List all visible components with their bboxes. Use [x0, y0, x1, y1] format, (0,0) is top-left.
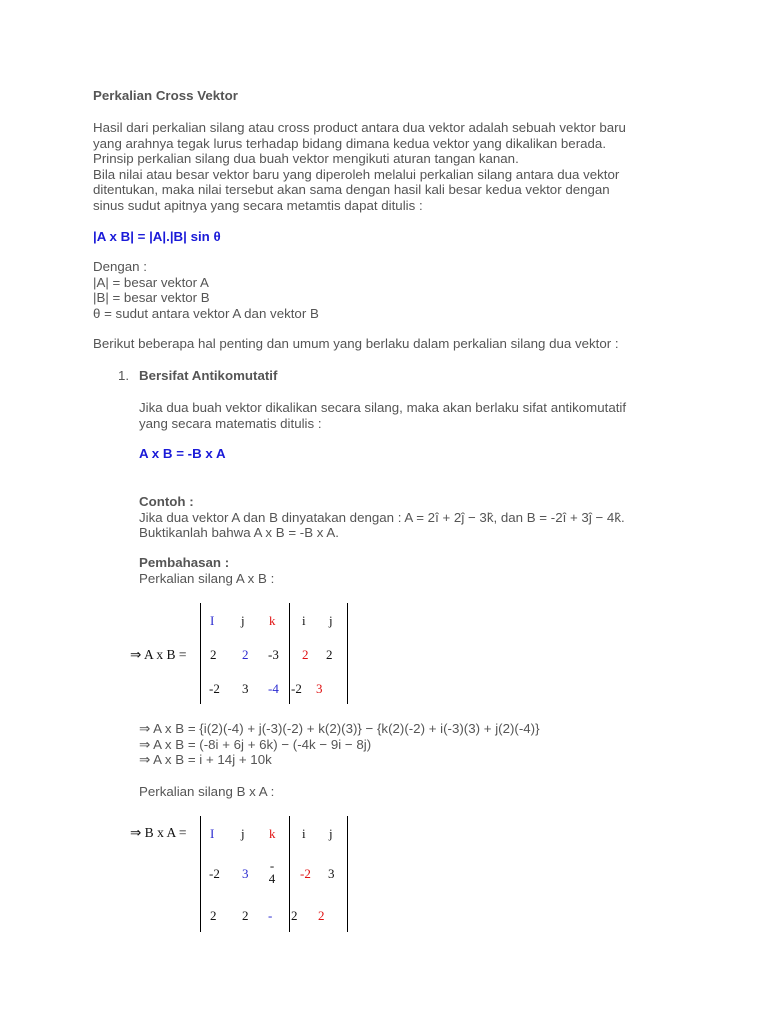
matrix-cell: -4: [268, 681, 279, 696]
matrix-bar-right: [347, 603, 348, 704]
matrix-cell: j: [329, 613, 333, 628]
matrix-cell: 3: [242, 866, 249, 881]
contoh-line: Jika dua vektor A dan B dinyatakan dengan : A = 2î + 2ĵ − 3k̂, dan B = -2î + 3ĵ − 4k̂.: [139, 509, 625, 525]
matrix-cell: i: [302, 826, 306, 841]
matrix-cell: k: [269, 826, 276, 841]
matrix-bar-mid: [289, 816, 290, 932]
matrix-cell: 2: [210, 908, 217, 923]
page-title: Perkalian Cross Vektor: [93, 88, 238, 103]
dengan-line: |A| = besar vektor A: [93, 274, 209, 290]
matrix-cell: k: [269, 613, 276, 628]
matrix-cell: 2: [326, 647, 333, 662]
matrix-cell: j: [329, 826, 333, 841]
matrix-cell: I: [210, 826, 215, 841]
dengan-line: θ = sudut antara vektor A dan vektor B: [93, 305, 319, 321]
item-desc: yang secara matematis ditulis :: [139, 415, 322, 431]
pembahasan-label: Pembahasan :: [139, 555, 230, 570]
matrix-bar-left: [200, 816, 201, 932]
berikut-text: Berikut beberapa hal penting dan umum yang berlaku dalam perkalian silang dua vektor :: [93, 336, 619, 351]
matrix-cell: -2: [209, 866, 220, 881]
step-line: ⇒ A x B = (-8i + 6j + 6k) − (-4k − 9i − 8j): [139, 736, 372, 752]
matrix-bar-left: [200, 603, 201, 704]
matrix-cell: i: [302, 613, 306, 628]
matrix-ba-label: ⇒ B x A =: [130, 825, 187, 840]
intro-line: Prinsip perkalian silang dua buah vektor mengikuti aturan tangan kanan.: [93, 151, 519, 166]
ba-label: Perkalian silang B x A :: [139, 784, 275, 799]
intro-line: Hasil dari perkalian silang atau cross product antara dua vektor adalah sebuah vektor baru: [93, 120, 626, 135]
ab-label: Perkalian silang A x B :: [139, 570, 275, 586]
contoh-line: Buktikanlah bahwa A x B = -B x A.: [139, 525, 339, 540]
matrix-cell: 3: [316, 681, 323, 696]
matrix-cell: 2: [242, 908, 249, 923]
matrix-cell: -2: [291, 681, 302, 696]
matrix-cell: -2: [300, 866, 311, 881]
matrix-cell: j: [241, 826, 245, 841]
matrix-ab-label: ⇒ A x B =: [130, 647, 187, 662]
intro-line: Bila nilai atau besar vektor baru yang diperoleh melalui perkalian silang antara dua vektor: [93, 166, 620, 182]
step-line: ⇒ A x B = {i(2)(-4) + j(-3)(-2) + k(2)(3)} − {k(2)(-2) + i(-3)(3) + j(2)(-4)}: [139, 721, 540, 736]
matrix-cell: 3: [242, 681, 249, 696]
intro-line: ditentukan, maka nilai tersebut akan sama dengan hasil kali besar kedua vektor dengan: [93, 182, 610, 197]
matrix-cell: 3: [328, 866, 335, 881]
dengan-line: |B| = besar vektor B: [93, 290, 210, 305]
matrix-bar-right: [347, 816, 348, 932]
matrix-cell: -2: [209, 681, 220, 696]
matrix-cell: -3: [268, 647, 279, 662]
intro-line: sinus sudut apitnya yang secara metamtis dapat ditulis :: [93, 197, 423, 213]
contoh-label: Contoh :: [139, 494, 194, 509]
formula-main: |A x B| = |A|.|B| sin θ: [93, 229, 221, 244]
intro-line: yang arahnya tegak lurus terhadap bidang dimana kedua vektor yang dikalikan berada.: [93, 135, 607, 151]
matrix-cell: - 4: [268, 858, 276, 886]
item-desc: Jika dua buah vektor dikalikan secara silang, maka akan berlaku sifat antikomutatif: [139, 400, 627, 415]
matrix-cell: 2: [318, 908, 325, 923]
matrix-cell: j: [241, 613, 245, 628]
formula-antikomutatif: A x B = -B x A: [139, 446, 226, 461]
matrix-cell: -: [268, 908, 273, 923]
matrix-cell: I: [210, 613, 215, 628]
matrix-cell: 2: [302, 647, 309, 662]
matrix-bar-mid: [289, 603, 290, 704]
matrix-cell: 2: [291, 908, 298, 923]
list-number: 1.: [118, 368, 130, 383]
dengan-line: Dengan :: [93, 259, 147, 274]
step-line: ⇒ A x B = i + 14j + 10k: [139, 752, 272, 767]
matrix-cell: 2: [210, 647, 217, 662]
item-heading: Bersifat Antikomutatif: [139, 368, 278, 383]
matrix-cell: 2: [242, 647, 249, 662]
